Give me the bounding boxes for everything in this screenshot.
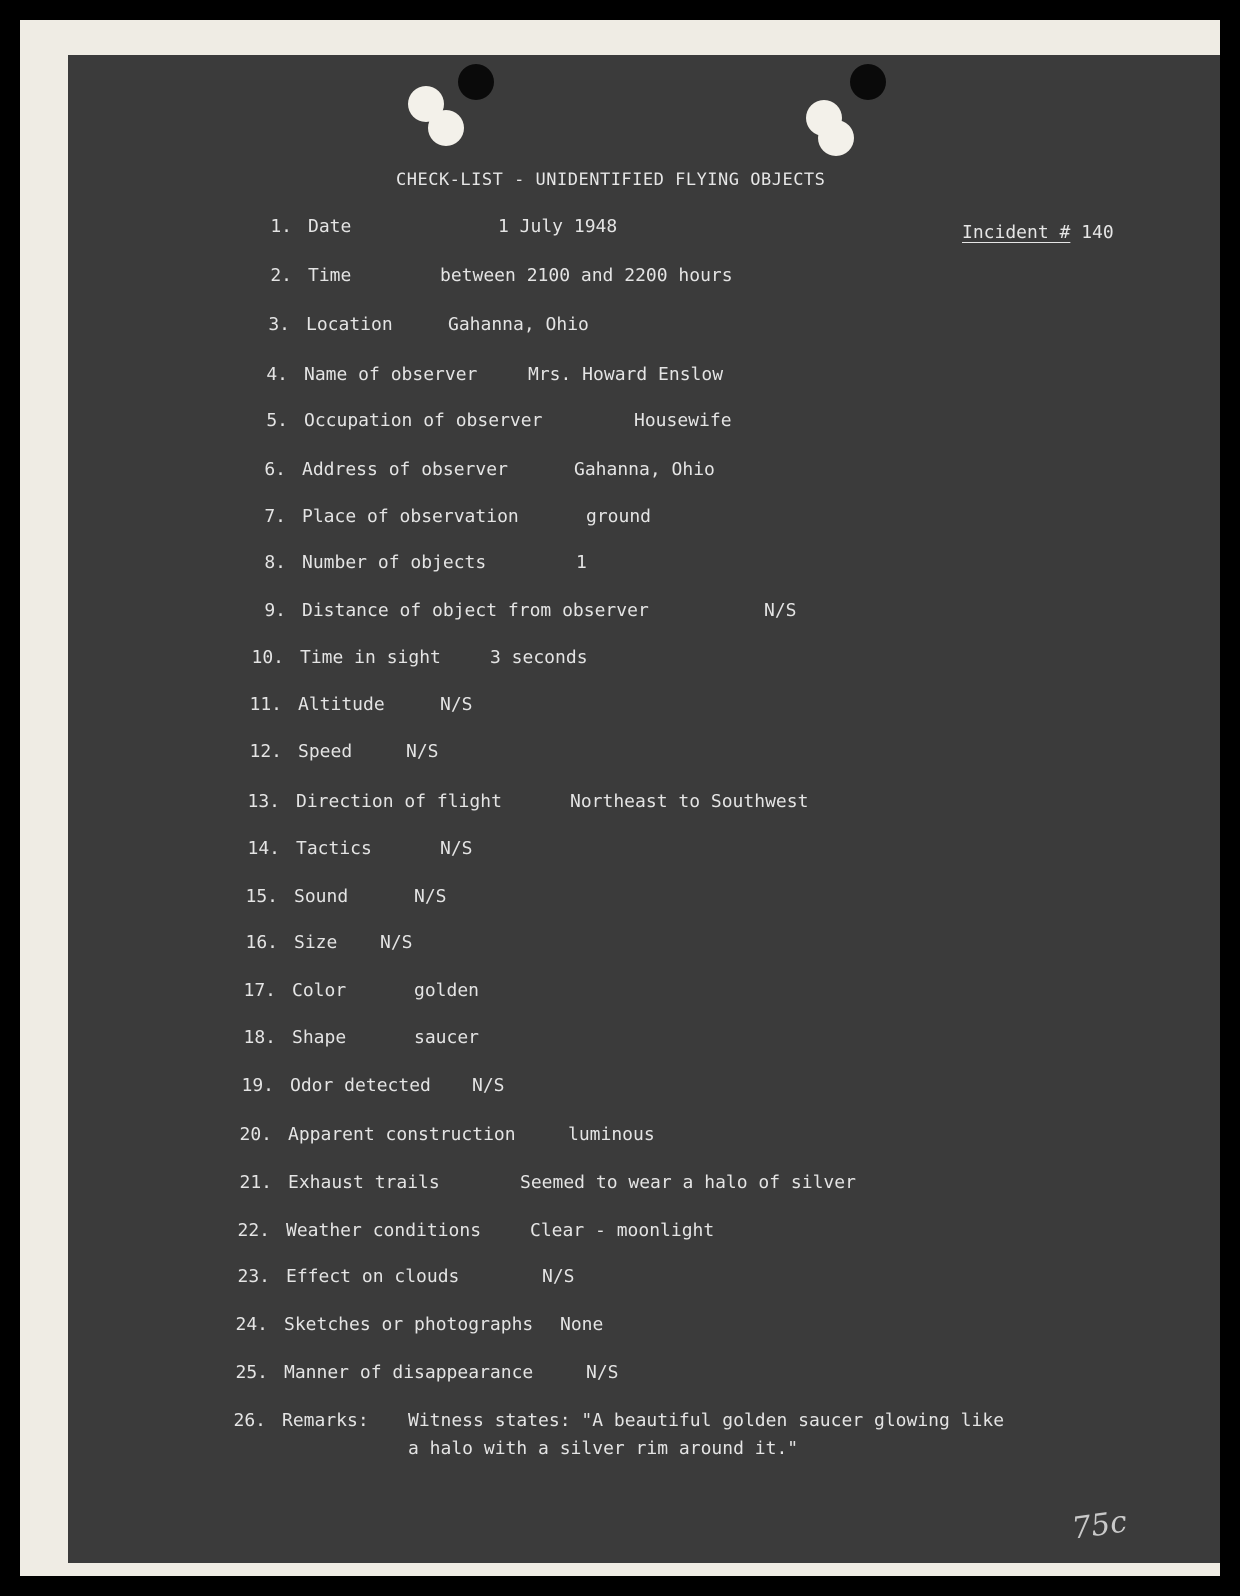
item-label: Effect on clouds [286,1266,460,1287]
item-number: 17. [243,980,276,1001]
item-value: Witness states: "A beautiful golden saucer glowing like [408,1410,1005,1431]
page-number-handwritten: 75c [1069,1504,1130,1547]
item-number: 26. [233,1410,266,1431]
item-number: 7. [264,506,286,527]
item-number: 9. [264,600,286,621]
item-label: Number of objects [302,552,487,573]
item-label: Place of observation [302,506,519,527]
item-value: N/S [764,600,797,621]
item-number: 13. [247,791,280,812]
item-number: 11. [249,694,282,715]
item-number: 19. [241,1075,274,1096]
item-value: Gahanna, Ohio [448,314,589,335]
item-number: 14. [247,838,280,859]
item-label: Apparent construction [288,1124,516,1145]
item-label: Time in sight [300,647,441,668]
item-value: Clear - moonlight [530,1220,715,1241]
punch-hole-right [850,64,886,100]
item-number: 24. [235,1314,268,1335]
item-label: Manner of disappearance [284,1362,534,1383]
item-label: Shape [292,1027,347,1048]
punch-mark-right-bottom [818,120,854,156]
item-value: 1 July 1948 [498,216,618,237]
item-label: Distance of object from observer [302,600,649,621]
item-value: N/S [542,1266,575,1287]
item-value: Northeast to Southwest [570,791,809,812]
item-number: 12. [249,741,282,762]
punch-hole-left [458,64,494,100]
item-number: 8. [264,552,286,573]
incident-number [962,222,1114,243]
item-label: Tactics [296,838,372,859]
item-value: between 2100 and 2200 hours [440,265,733,286]
item-value: N/S [406,741,439,762]
item-label: Name of observer [304,364,478,385]
item-label: Location [306,314,393,335]
item-label: Altitude [298,694,385,715]
item-number: 2. [270,265,292,286]
item-number: 25. [235,1362,268,1383]
item-label: Color [292,980,347,1001]
item-label: Occupation of observer [304,410,543,431]
item-label: Size [294,932,338,953]
item-value: N/S [440,838,473,859]
punch-mark-left-bottom [428,110,464,146]
item-value: 3 seconds [490,647,588,668]
incident-label: Incident # [962,222,1071,243]
item-number: 18. [243,1027,276,1048]
item-value: Mrs. Howard Enslow [528,364,724,385]
item-value: N/S [472,1075,505,1096]
item-number: 20. [239,1124,272,1145]
item-label: Odor detected [290,1075,431,1096]
item-value: None [560,1314,604,1335]
item-value: Gahanna, Ohio [574,459,715,480]
item-value: golden [414,980,480,1001]
item-number: 21. [239,1172,272,1193]
item-number: 10. [251,647,284,668]
item-value: saucer [414,1027,480,1048]
item-value: N/S [440,694,473,715]
item-number: 1. [270,216,292,237]
item-label: Exhaust trails [288,1172,440,1193]
item-number: 6. [264,459,286,480]
incident-value: 140 [1081,222,1114,243]
document-title: CHECK-LIST - UNIDENTIFIED FLYING OBJECTS [396,170,826,190]
remarks-line-2: a halo with a silver rim around it." [408,1438,799,1459]
item-number: 23. [237,1266,270,1287]
item-label: Sound [294,886,349,907]
item-label: Time [308,265,352,286]
item-label: Sketches or photographs [284,1314,534,1335]
item-label: Speed [298,741,353,762]
item-number: 22. [237,1220,270,1241]
item-value: N/S [414,886,447,907]
item-label: Address of observer [302,459,508,480]
item-number: 4. [266,364,288,385]
item-number: 16. [245,932,278,953]
item-label: Direction of flight [296,791,502,812]
item-value: luminous [568,1124,655,1145]
item-value: Housewife [634,410,732,431]
item-label: Weather conditions [286,1220,482,1241]
item-label: Remarks: [282,1410,369,1431]
item-number: 3. [268,314,290,335]
item-value: N/S [380,932,413,953]
item-value: Seemed to wear a halo of silver [520,1172,856,1193]
item-value: ground [586,506,652,527]
item-number: 5. [266,410,288,431]
item-value: N/S [586,1362,619,1383]
item-value: 1 [576,552,587,573]
item-number: 15. [245,886,278,907]
item-label: Date [308,216,352,237]
